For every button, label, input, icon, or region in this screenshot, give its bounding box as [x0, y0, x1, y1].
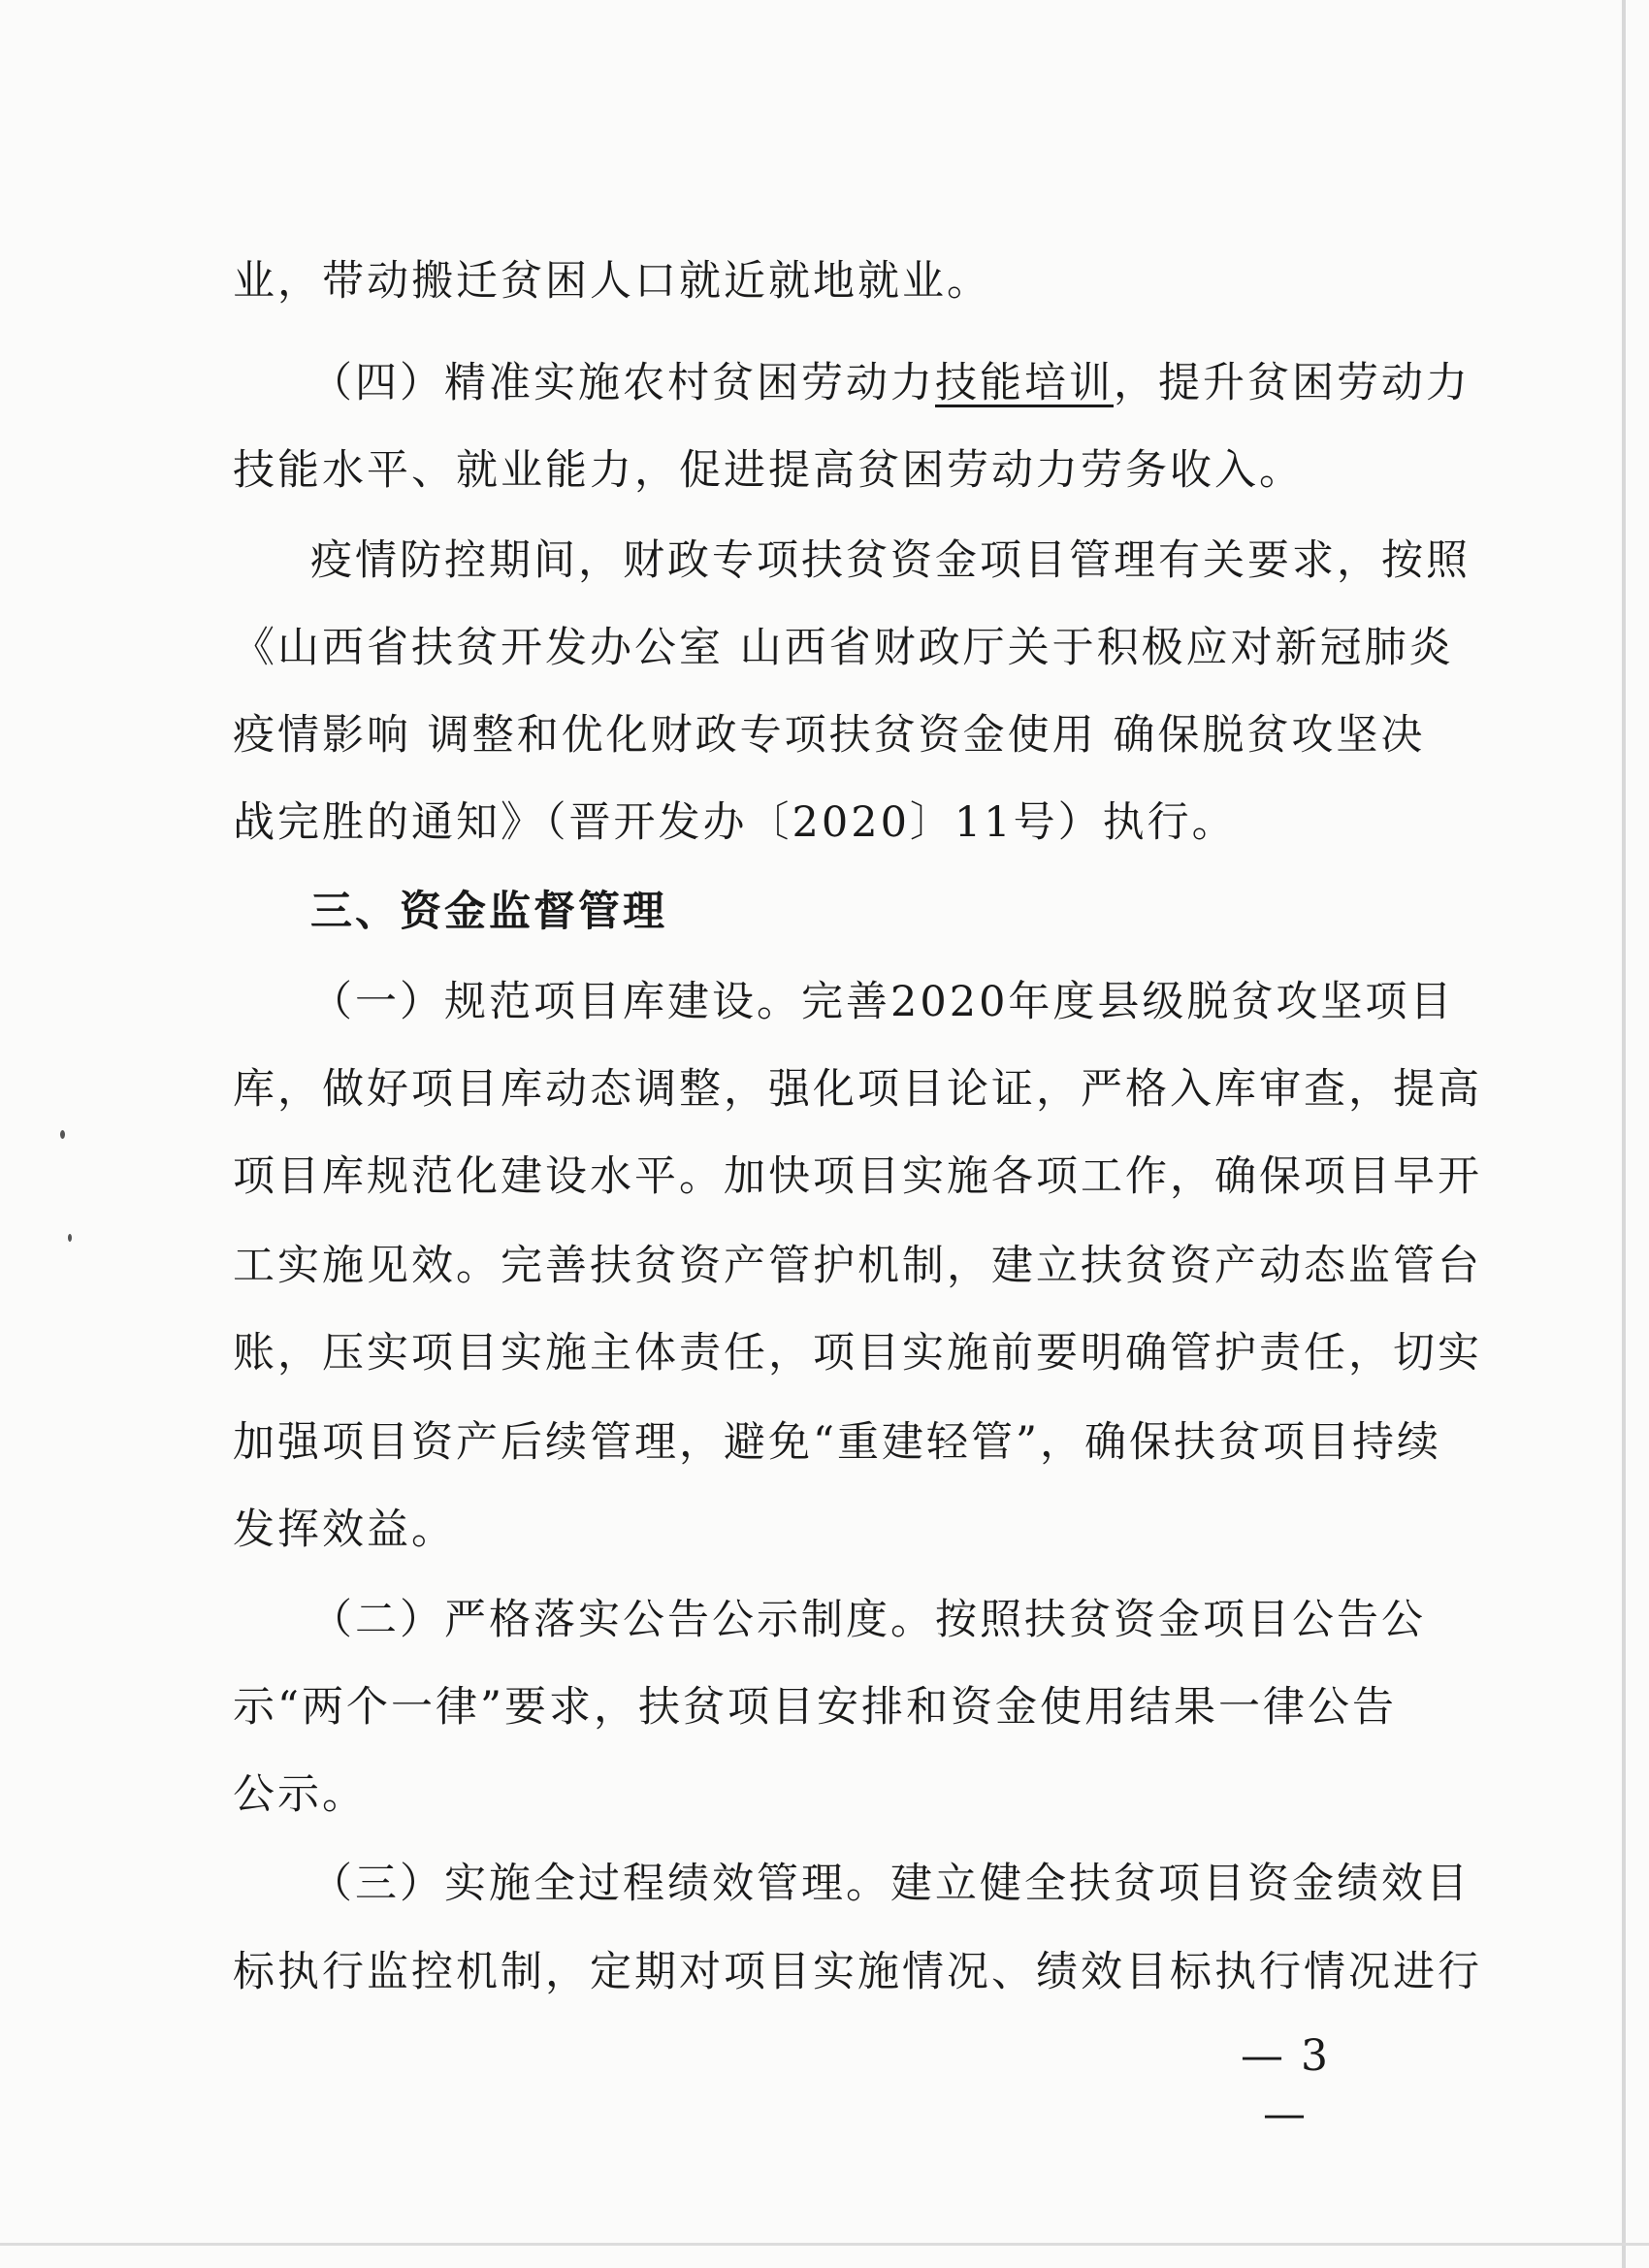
page-number: — 3 —: [1241, 2031, 1330, 2139]
body-line-14: 发挥效益。: [233, 1506, 456, 1554]
section-heading: 三、资金监督管理: [310, 888, 667, 936]
scan-speck: [68, 1234, 72, 1242]
handwritten-underline-skills-training: 技能培训: [935, 359, 1114, 407]
body-line-17: 公示。: [233, 1770, 367, 1819]
body-line-8: （一）规范项目库建设。完善2020年度县级脱贫攻坚项目: [310, 978, 1455, 1026]
body-line-5: 《山西省扶贫开发办公室 山西省财政厅关于积极应对新冠肺炎: [233, 624, 1454, 672]
body-line-7: 战完胜的通知》（晋开发办〔2020〕11号）执行。: [233, 798, 1237, 847]
body-line-15: （二）严格落实公告公示制度。按照扶贫资金项目公告公: [310, 1596, 1426, 1644]
body-line-4: 疫情防控期间，财政专项扶贫资金项目管理有关要求，按照: [310, 536, 1471, 585]
body-line-12: 账，压实项目实施主体责任，项目实施前要明确管护责任，切实: [233, 1329, 1482, 1377]
body-line-13: 加强项目资产后续管理，避免“重建轻管”，确保扶贫项目持续: [233, 1418, 1441, 1467]
body-line-2-tail: ，提升贫困劳动力: [1114, 359, 1471, 407]
body-line-3: 技能水平、就业能力，促进提高贫困劳动力劳务收入。: [233, 446, 1304, 495]
body-line-2-text: （四）精准实施农村贫困劳动力: [310, 359, 935, 407]
body-line-1: 业，带动搬迁贫困人口就近就地就业。: [233, 257, 991, 306]
body-line-18: （三）实施全过程绩效管理。建立健全扶贫项目资金绩效目: [310, 1860, 1471, 1908]
body-line-6: 疫情影响 调整和优化财政专项扶贫资金使用 确保脱贫攻坚决: [233, 711, 1426, 760]
body-line-16: 示“两个一律”要求，扶贫项目安排和资金使用结果一律公告: [233, 1683, 1397, 1732]
scan-edge-bottom: [0, 2243, 1649, 2246]
scan-speck: [60, 1130, 65, 1139]
body-line-9: 库，做好项目库动态调整，强化项目论证，严格入库审查，提高: [233, 1065, 1482, 1114]
body-line-11: 工实施见效。完善扶贫资产管护机制，建立扶贫资产动态监管台: [233, 1242, 1482, 1290]
body-line-19: 标执行监控机制，定期对项目实施情况、绩效目标执行情况进行: [233, 1948, 1482, 1996]
body-line-2: [310, 354, 1471, 412]
scan-edge-right: [1622, 0, 1626, 2268]
body-line-10: 项目库规范化建设水平。加快项目实施各项工作，确保项目早开: [233, 1152, 1482, 1201]
